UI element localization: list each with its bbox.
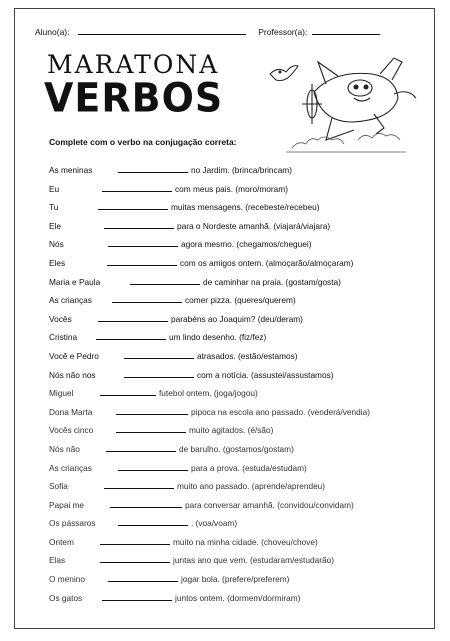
exercise-line [49, 424, 370, 443]
sentence-end: com a notícia. (assustei/assustamos) [197, 369, 334, 380]
exercise-line [49, 220, 370, 239]
header [35, 27, 380, 37]
exercise-line [49, 573, 370, 592]
sentence-start: Papai me [49, 499, 85, 510]
sentence-start: Miguel [49, 388, 74, 399]
sentence-end: um lindo desenho. (fiz/fez) [169, 332, 267, 343]
exercise-line [49, 406, 370, 425]
exercise-line [49, 238, 370, 257]
clouds-icon [286, 133, 406, 152]
answer-blank[interactable] [116, 424, 186, 433]
airplane-icon [302, 58, 416, 140]
exercise-line [49, 387, 370, 406]
sentence-start: Ele [49, 220, 61, 231]
teacher-field[interactable] [258, 27, 380, 37]
title-maratona: MARATONA [47, 50, 220, 79]
answer-blank[interactable] [112, 294, 182, 303]
answer-blank[interactable] [118, 517, 188, 526]
exercise-line [49, 313, 370, 332]
answer-blank[interactable] [104, 480, 174, 489]
sentence-end: para conversar amanhã. (convidou/convidam) [185, 499, 354, 510]
answer-blank[interactable] [98, 313, 168, 322]
sentence-start: Sofia [49, 481, 68, 492]
sentence-start: O menino [49, 574, 85, 585]
sentence-start: Vocês [49, 313, 72, 324]
exercise-line [49, 592, 370, 611]
sentence-start: As meninas [49, 165, 93, 175]
answer-blank[interactable] [124, 350, 194, 359]
sentence-start: Os gatos [49, 592, 83, 603]
sentence-end: jogar bola. (prefere/preferem) [181, 574, 290, 585]
teacher-label: Professor(a): [258, 27, 308, 37]
exercise-line [49, 164, 370, 183]
sentence-start: Cristina [49, 332, 78, 343]
sentence-end: para o Nordeste amanhã. (viajará/viajara) [177, 220, 331, 231]
answer-blank[interactable] [107, 257, 177, 266]
sentence-end: comer pizza. (queres/querem) [185, 295, 296, 306]
sentence-end: com meus pais. (moro/moram) [175, 183, 288, 194]
exercise-line [49, 201, 370, 220]
sentence-start: Maria e Paula [49, 276, 101, 287]
student-field[interactable] [35, 27, 246, 37]
title-verbos: VERBOS [44, 74, 224, 122]
answer-blank[interactable] [130, 276, 200, 285]
answer-blank[interactable] [108, 238, 178, 247]
sentence-start: Elas [49, 555, 66, 566]
answer-blank[interactable] [104, 220, 174, 229]
bird-icon [270, 66, 298, 81]
instruction-text: Complete com o verbo na conjugação correta: [49, 137, 237, 147]
exercise-line [49, 294, 370, 313]
answer-blank[interactable] [106, 443, 176, 452]
answer-blank[interactable] [118, 164, 188, 173]
exercise-list [49, 164, 370, 610]
sentence-end: juntos ontem. (dormem/dormiram) [175, 592, 301, 603]
sentence-start: Nós não nos [49, 369, 96, 380]
exercise-line [49, 183, 370, 202]
sentence-end: no Jardim. (brinca/brincam) [191, 165, 292, 175]
answer-blank[interactable] [108, 573, 178, 582]
sentence-start: Eles [49, 257, 66, 268]
answer-blank[interactable] [124, 369, 194, 378]
sentence-end: juntas ano que vem. (estudaram/estudarão) [173, 555, 334, 566]
exercise-line [49, 350, 370, 369]
sentence-start: Tu [49, 202, 59, 213]
sentence-start: Nós não [49, 443, 80, 454]
student-name-blank[interactable] [78, 34, 246, 35]
sentence-start: Nós [49, 239, 64, 250]
sentence-end: para a prova. (estuda/estudam) [191, 462, 307, 473]
exercise-line [49, 369, 370, 388]
answer-blank[interactable] [116, 406, 188, 415]
sentence-end: muito ano passado. (aprende/aprendeu) [177, 481, 326, 492]
answer-blank[interactable] [100, 536, 170, 545]
exercise-line [49, 443, 370, 462]
answer-blank[interactable] [100, 387, 156, 396]
answer-blank[interactable] [118, 462, 188, 471]
student-label: Aluno(a): [35, 27, 70, 37]
sentence-end: parabéns ao Joaquim? (deu/deram) [171, 313, 303, 324]
answer-blank[interactable] [98, 201, 168, 210]
sentence-start: Eu [49, 183, 60, 194]
sentence-end: muito na minha cidade. (choveu/chove) [173, 536, 318, 547]
exercise-line [49, 517, 370, 536]
sentence-start: As crianças [49, 462, 92, 473]
sentence-start: Vocês cinco [49, 425, 94, 436]
sentence-end: muito agitados. (é/são) [189, 425, 274, 436]
sentence-end: pipoca na escola ano passado. (venderá/vendia) [191, 406, 370, 417]
answer-blank[interactable] [102, 183, 172, 192]
sentence-end: atrasados. (estão/estamos) [197, 350, 298, 361]
sentence-end: de caminhar na praia. (gostam/gosta) [203, 276, 341, 287]
answer-blank[interactable] [100, 554, 170, 563]
sentence-start: Os pássaros [49, 518, 96, 529]
exercise-line [49, 536, 370, 555]
sentence-start: Você e Pedro [49, 350, 99, 361]
answer-blank[interactable] [102, 592, 172, 601]
exercise-line [49, 257, 370, 276]
sentence-end: . (voa/voam) [191, 518, 238, 529]
exercise-line [49, 499, 370, 518]
airplane-illustration [262, 44, 422, 154]
sentence-end: de barulho. (gostamos/gostam) [179, 443, 294, 454]
sentence-start: Dona Marta [49, 406, 93, 417]
sentence-end: futebol ontem. (joga/jogou) [159, 388, 258, 399]
teacher-name-blank[interactable] [312, 34, 380, 35]
sentence-end: muitas mensagens. (recebeste/recebeu) [171, 202, 320, 213]
exercise-line [49, 554, 370, 573]
exercise-line [49, 276, 370, 295]
exercise-line [49, 331, 370, 350]
answer-blank[interactable] [96, 331, 166, 340]
sentence-start: As crianças [49, 295, 92, 306]
sentence-start: Ontem [49, 536, 74, 547]
sentence-end: com os amigos ontem. (almoçarão/almoçaram) [180, 257, 354, 268]
sentence-end: agora mesmo. (chegamos/cheguei) [181, 239, 312, 250]
exercise-line [49, 462, 370, 481]
answer-blank[interactable] [110, 499, 182, 508]
exercise-line [49, 480, 370, 499]
